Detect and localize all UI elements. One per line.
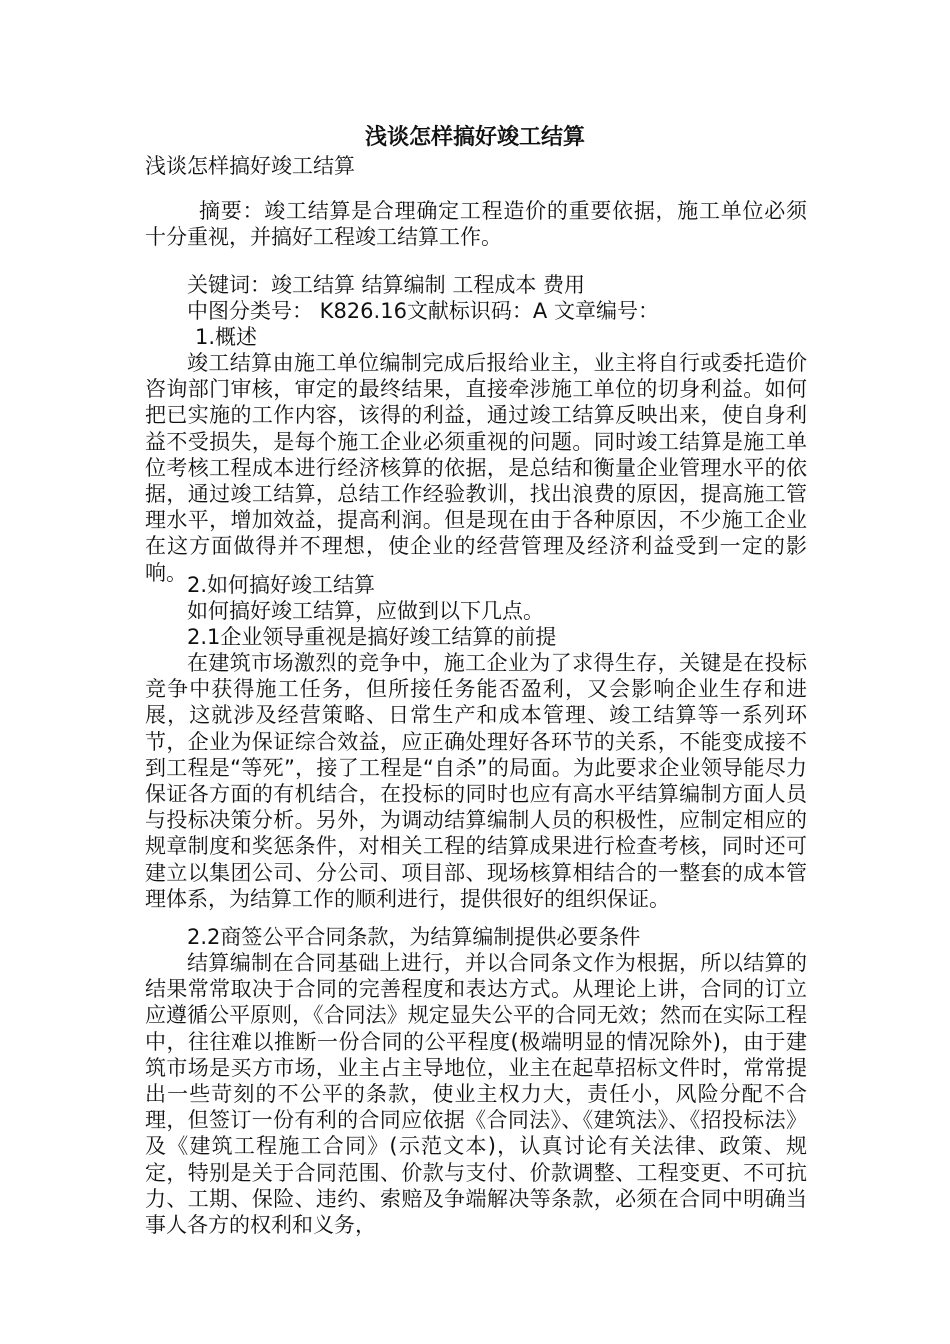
classification-line [145, 298, 807, 324]
section-heading [145, 624, 807, 650]
keywords-line [145, 272, 807, 298]
section-2-heading: 2.如何搞好竣工结算 [187, 573, 376, 597]
section-2-1-heading: 2.1企业领导重视是搞好竣工结算的前提 [187, 625, 557, 649]
section-1-body [145, 350, 807, 586]
section-2-2-body [145, 950, 807, 1238]
section-2-2-paragraph: 结算编制在合同基础上进行，并以合同条文作为根据，所以结算的结果常常取决于合同的完善程度和表达方式。从理论上讲，合同的订立应遵循公平原则，《合同法》规定显失公平的合同无效；然而在实际工程中，往往难以推断一份合同的公平程度(极端明显的情况除外)，由于建筑市场是买方市场，业主占主导地位，业主在起草招标文件时，常常提出一些苛刻的不公平的条款，使业主权力大，责任小，风险分配不合理，但签订一份有利的合同应依据《合同法》、《建筑法》、《招投标法》及《建筑工程施工合同》(示范文本)，认真讨论有关法律、政策、规定，特别是关于合同范围、价款与支付、价款调整、工程变更、不可抗力、工期、保险、违约、索赔及争端解决等条款，必须在合同中明确当事人各方的权利和义务， [145, 951, 807, 1238]
document-subtitle: 浅谈怎样搞好竣工结算 [145, 154, 355, 178]
section-2-body [145, 598, 807, 624]
section-2-1-paragraph: 在建筑市场激烈的竞争中，施工企业为了求得生存，关键是在投标竞争中获得施工任务，但所接任务能否盈利，又会影响企业生存和进展，这就涉及经营策略、日常生产和成本管理、竣工结算等一系列环节，企业为保证综合效益，应正确处理好各环节的关系，不能变成接不到工程是“等死”，接了工程是“自杀”的局面。为此要求企业领导能尽力保证各方面的有机结合，在投标的同时也应有高水平结算编制方面人员与投标决策分析。另外，为调动结算编制人员的积极性，应制定相应的规章制度和奖惩条件，对相关工程的结算成果进行检查考核，同时还可建立以集团公司、分公司、项目部、现场核算相结合的一整套的成本管理体系，为结算工作的顺利进行，提供很好的组织保证。 [145, 651, 807, 911]
abstract-text: 摘要：竣工结算是合理确定工程造价的重要依据，施工单位必须十分重视，并搞好工程竣工结算工作。 [145, 199, 807, 250]
keywords-text: 关键词：竣工结算 结算编制 工程成本 费用 [187, 273, 586, 297]
section-1-paragraph: 竣工结算由施工单位编制完成后报给业主，业主将自行或委托造价咨询部门审核，审定的最终结果，直接牵涉施工单位的切身利益。如何把已实施的工作内容，该得的利益，通过竣工结算反映出来，使自身利益不受损失，是每个施工企业必须重视的问题。同时竣工结算是施工单位考核工程成本进行经济核算的依据，是总结和衡量企业管理水平的依据，通过竣工结算，总结工作经验教训，找出浪费的原因，提高施工管理水平，增加效益，提高利润。但是现在由于各种原因，不少施工企业在这方面做得并不理想，使企业的经营管理及经济利益受到一定的影响。 [145, 351, 807, 585]
abstract-paragraph [145, 198, 807, 250]
section-1-heading: 1.概述 [195, 325, 258, 349]
document-title: 浅谈怎样搞好竣工结算 [364, 125, 585, 150]
section-heading [145, 572, 807, 598]
section-2-paragraph: 如何搞好竣工结算，应做到以下几点。 [187, 599, 544, 623]
section-heading [145, 324, 807, 350]
classification-text: 中图分类号： K826.16文献标识码：A 文章编号： [187, 299, 659, 323]
section-heading [145, 924, 807, 950]
section-2-1-body [145, 650, 807, 912]
section-2-2-heading: 2.2商签公平合同条款，为结算编制提供必要条件 [187, 925, 641, 949]
